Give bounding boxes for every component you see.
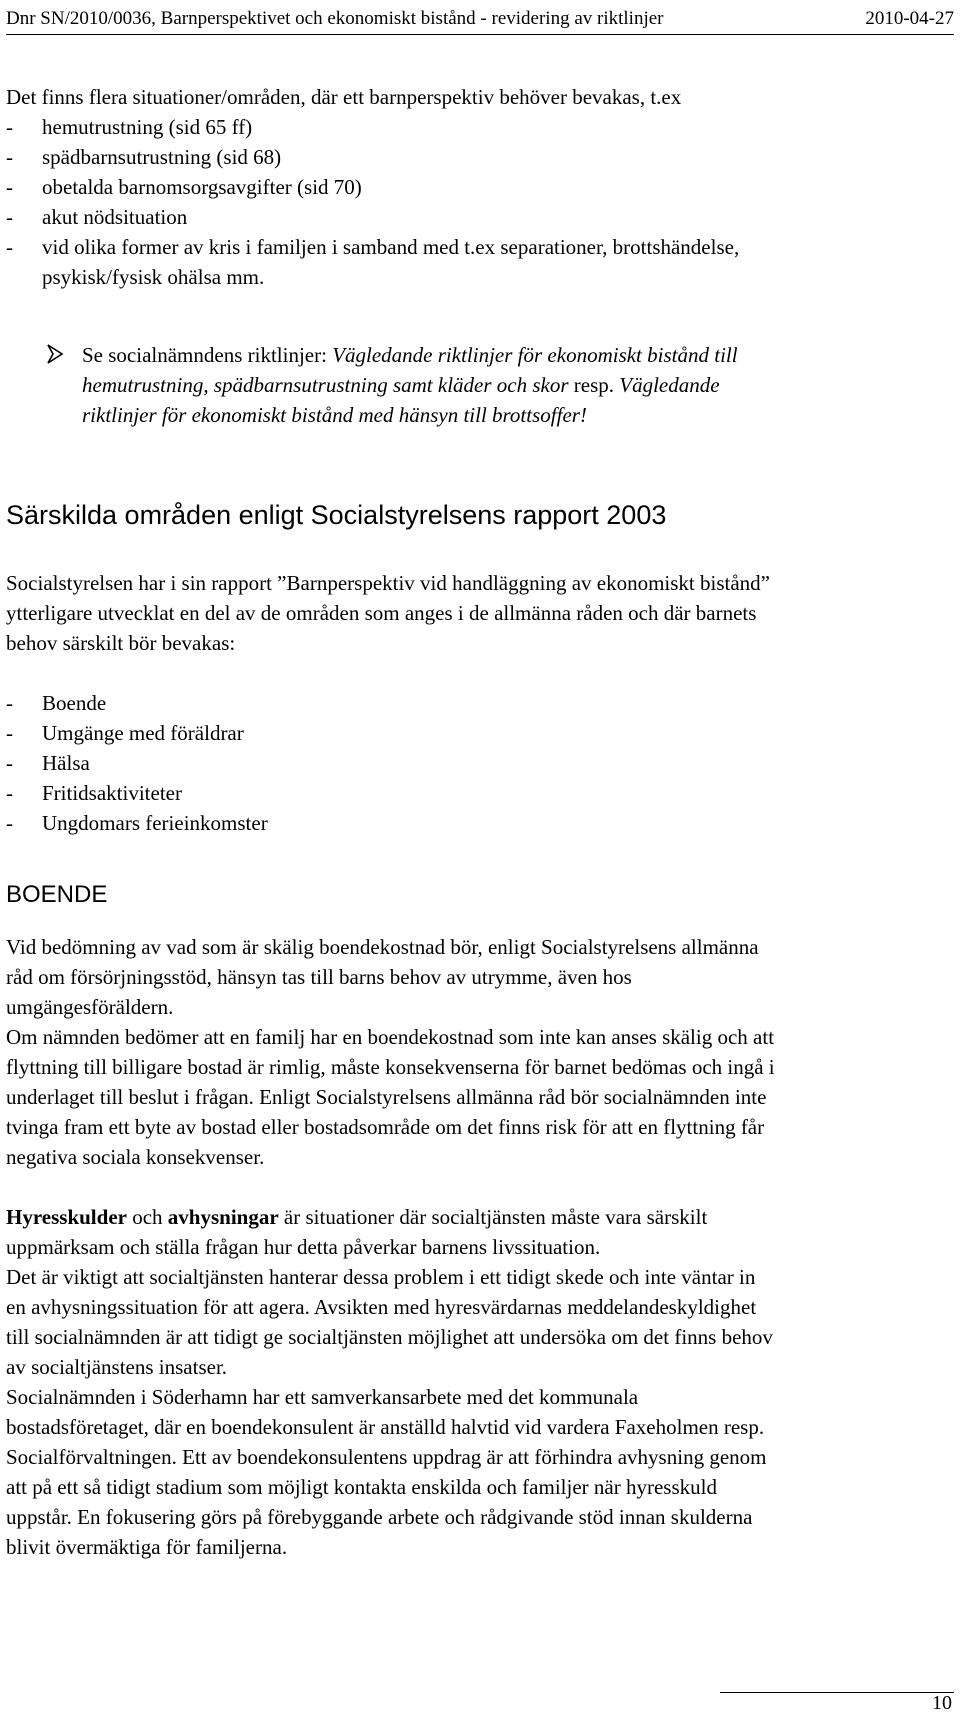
paragraph-line: råd om försörjningsstöd, hänsyn tas till barns behov av utrymme, även hos: [6, 965, 632, 989]
list-item: obetalda barnomsorgsavgifter (sid 70): [42, 175, 362, 199]
paragraph-line: behov särskilt bör bevakas:: [6, 631, 236, 655]
paragraph-line: uppmärksam och ställa frågan hur detta påverkar barnens livssituation.: [6, 1235, 601, 1259]
document-title: Dnr SN/2010/0036, Barnperspektivet och ekonomiskt bistånd - revidering av riktlinjer: [6, 8, 664, 29]
paragraph-text: är situationer där socialtjänsten måste vara särskilt: [278, 1205, 708, 1229]
paragraph-line: Om nämnden bedömer att en familj har en boendekostnad som inte kan anses skälig och att: [6, 1025, 775, 1049]
list-item: Hälsa: [42, 751, 90, 775]
paragraph-line: Det är viktigt att socialtjänsten hanterar dessa problem i ett tidigt skede och inte väntar in: [6, 1265, 756, 1289]
list-item: Umgänge med föräldrar: [42, 721, 244, 745]
list-dash: -: [6, 751, 13, 775]
paragraph-line: av socialtjänstens insatser.: [6, 1355, 228, 1379]
list-dash: -: [6, 691, 13, 715]
intro-lead: Det finns flera situationer/områden, där ett barnperspektiv behöver bevakas, t.ex: [6, 85, 682, 109]
list-dash: -: [6, 145, 13, 169]
paragraph-line: uppstår. En fokusering görs på förebyggande arbete och rådgivande stöd innan skulderna: [6, 1505, 753, 1529]
paragraph-line: en avhysningssituation för att agera. Avsikten med hyresvärdarnas meddelandeskyldighet: [6, 1295, 757, 1319]
list-item: Boende: [42, 691, 107, 715]
list-item: vid olika former av kris i familjen i samband med t.ex separationer, brottshändelse,: [42, 235, 740, 259]
list-dash: -: [6, 115, 13, 139]
page-number: 10: [932, 1692, 952, 1714]
paragraph-line: bostadsföretaget, där en boendekonsulent är anställd halvtid vid vardera Faxeholmen resp.: [6, 1415, 765, 1439]
list-dash: -: [6, 175, 13, 199]
paragraph-line: till socialnämnden är att tidigt ge socialtjänsten möjlighet att undersöka om det finns behov: [6, 1325, 773, 1349]
paragraph-line: umgängesföräldern.: [6, 995, 174, 1019]
paragraph-line: Vid bedömning av vad som är skälig boendekostnad bör, enligt Socialstyrelsens allmänna: [6, 935, 759, 959]
list-dash: -: [6, 235, 13, 259]
paragraph-line: ytterligare utvecklat en del av de områden som anges i de allmänna råden och där barnets: [6, 601, 757, 625]
paragraph-line: underlaget till beslut i frågan. Enligt Socialstyrelsens allmänna råd bör socialnämnden inte: [6, 1085, 767, 1109]
page-header: [6, 4, 954, 35]
paragraph-line: negativa sociala konsekvenser.: [6, 1145, 265, 1169]
paragraph-line: tvinga fram ett byte av bostad eller bostadsområde om det finns risk för att en flyttning får: [6, 1115, 765, 1139]
note-guideline-title: hemutrustning, spädbarnsutrustning samt kläder och skor: [82, 373, 569, 397]
section-heading: BOENDE: [6, 881, 108, 908]
note-guideline-title: Vägledande riktlinjer för ekonomiskt bistånd till: [332, 343, 738, 367]
list-dash: -: [6, 781, 13, 805]
note-line-3: riktlinjer för ekonomiskt bistånd med hänsyn till brottsoffer!: [82, 403, 587, 427]
note-line-2: [82, 370, 720, 400]
list-item: Ungdomars ferieinkomster: [42, 811, 268, 835]
list-item: spädbarnsutrustning (sid 68): [42, 145, 282, 169]
list-item-continuation: psykisk/fysisk ohälsa mm.: [42, 265, 265, 289]
paragraph-line: Socialstyrelsen har i sin rapport ”Barnperspektiv vid handläggning av ekonomiskt bistånd”: [6, 571, 770, 595]
list-dash: -: [6, 205, 13, 229]
list-dash: -: [6, 721, 13, 745]
note-line-1: [82, 340, 738, 370]
paragraph-line: blivit övermäktiga för familjerna.: [6, 1535, 288, 1559]
list-item: Fritidsaktiviteter: [42, 781, 182, 805]
paragraph-line: att på ett så tidigt stadium som möjligt kontakta enskilda och familjer när hyresskuld: [6, 1475, 717, 1499]
list-item: hemutrustning (sid 65 ff): [42, 115, 253, 139]
document-date: 2010-04-27: [865, 8, 954, 29]
paragraph-line: Socialförvaltningen. Ett av boendekonsulentens uppdrag är att förhindra avhysning genom: [6, 1445, 767, 1469]
note-text: resp.: [568, 373, 620, 397]
bold-term: Hyresskulder: [6, 1205, 127, 1229]
note-guideline-title: Vägledande: [619, 373, 720, 397]
list-item: akut nödsituation: [42, 205, 188, 229]
section-heading: Särskilda områden enligt Socialstyrelsens rapport 2003: [6, 500, 667, 530]
list-dash: -: [6, 811, 13, 835]
arrow-bullet-icon: [46, 343, 64, 365]
paragraph-text: och: [126, 1205, 168, 1229]
bold-term: avhysningar: [167, 1205, 279, 1229]
note-text: Se socialnämndens riktlinjer:: [82, 343, 333, 367]
paragraph-line: Socialnämnden i Söderhamn har ett samverkansarbete med det kommunala: [6, 1385, 639, 1409]
footer-rule: [720, 1692, 954, 1693]
paragraph-line: [6, 1202, 707, 1232]
paragraph-line: flyttning till billigare bostad är rimlig, måste konsekvenserna för barnet bedömas och ingå i: [6, 1055, 775, 1079]
